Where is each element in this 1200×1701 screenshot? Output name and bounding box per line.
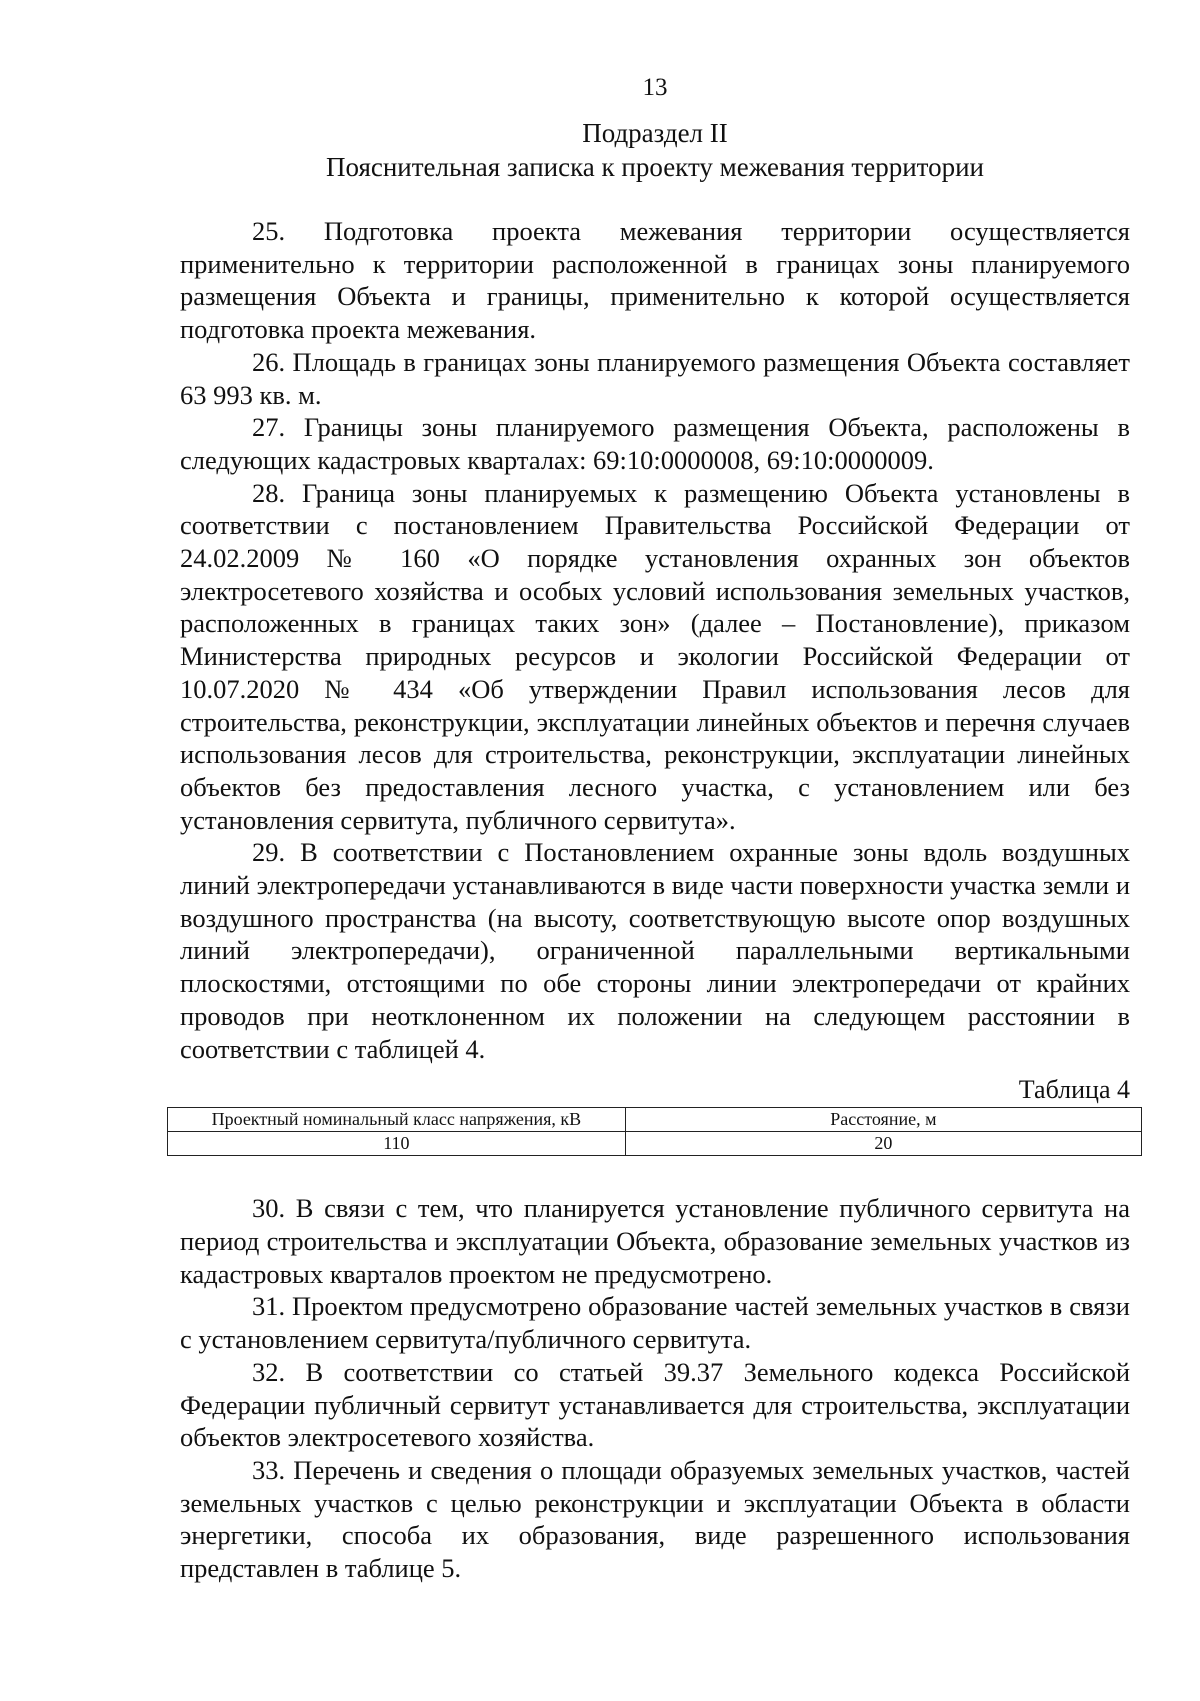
table-header-row [168, 1108, 1142, 1132]
table-header-voltage: Проектный номинальный класс напряжения, кВ [168, 1108, 626, 1132]
document-body [180, 215, 1130, 1585]
paragraph-31: 31. Проектом предусмотрено образование частей земельных участков в связи с установлением сервитута/публичного сервитута. [180, 1291, 1130, 1355]
table-4-caption: Таблица 4 [1018, 1075, 1130, 1105]
table-cell-voltage: 110 [168, 1132, 626, 1156]
paragraph-32: 32. В соответствии со статьей 39.37 Земельного кодекса Российской Федерации публичный сервитут устанавливается для строительства, эксплуатации объектов электросетевого хозяйства. [180, 1356, 1130, 1453]
table-row [168, 1132, 1142, 1156]
paragraph-27: 27. Границы зоны планируемого размещения Объекта, расположены в следующих кадастровых кварталах: 69:10:0000008, 69:10:0000009. [180, 412, 1130, 475]
spacer [180, 1156, 1130, 1192]
table-cell-distance: 20 [625, 1132, 1141, 1156]
page-number: 13 [642, 74, 668, 101]
document-title: Пояснительная записка к проекту межевания территории [325, 152, 985, 182]
paragraph-28: 28. Граница зоны планируемых к размещению Объекта установлены в соответствии с постановлением Правительства Российской Федерации от 24.02.2009 № 160 «О порядке установления охранных зон объектов электросетевого хозяйства и особых условий использования земельных участков, расположенных в границах таких зон» (далее – Постановление), приказом Министерства природных ресурсов и экологии Российской Федерации от 10.07.2020 № 434 «Об утверждении Правил использования лесов для строительства, реконструкции, эксплуатации линейных объектов и перечня случаев использования лесов для строительства, реконструкции, эксплуатации линейных объектов без предоставления лесного участка, с установлением или без установления сервитута, публичного сервитута». [180, 477, 1130, 835]
paragraph-25: 25. Подготовка проекта межевания территории осуществляется применительно к территории расположенной в границах зоны планируемого размещения Объекта и границы, применительно к которой осуществляется подготовка проекта межевания. [180, 216, 1130, 345]
table-header-distance: Расстояние, м [625, 1108, 1141, 1132]
table-4 [167, 1107, 1142, 1156]
paragraph-26: 26. Площадь в границах зоны планируемого размещения Объекта составляет 63 993 кв. м. [180, 346, 1130, 410]
paragraph-33: 33. Перечень и сведения о площади образуемых земельных участков, частей земельных участков с целью реконструкции и эксплуатации Объекта в области энергетики, способа их образования, виде разрешенного использования представлен в таблице 5. [180, 1454, 1130, 1584]
paragraph-29: 29. В соответствии с Постановлением охранные зоны вдоль воздушных линий электропередачи устанавливаются в виде части поверхности участка земли и воздушного пространства (на высоту, соответствующую высоте опор воздушных линий электропередачи), ограниченной параллельными вертикальными плоскостями, отстоящими по обе стороны линии электропередачи от крайних проводов при неотклоненном их положении на следующем расстоянии в соответствии с таблицей 4. [180, 837, 1130, 1064]
paragraph-30: 30. В связи с тем, что планируется установление публичного сервитута на период строительства и эксплуатации Объекта, образование земельных участков из кадастровых кварталов проектом не предусмотрено. [180, 1193, 1130, 1289]
subsection-heading: Подраздел II [582, 118, 728, 148]
